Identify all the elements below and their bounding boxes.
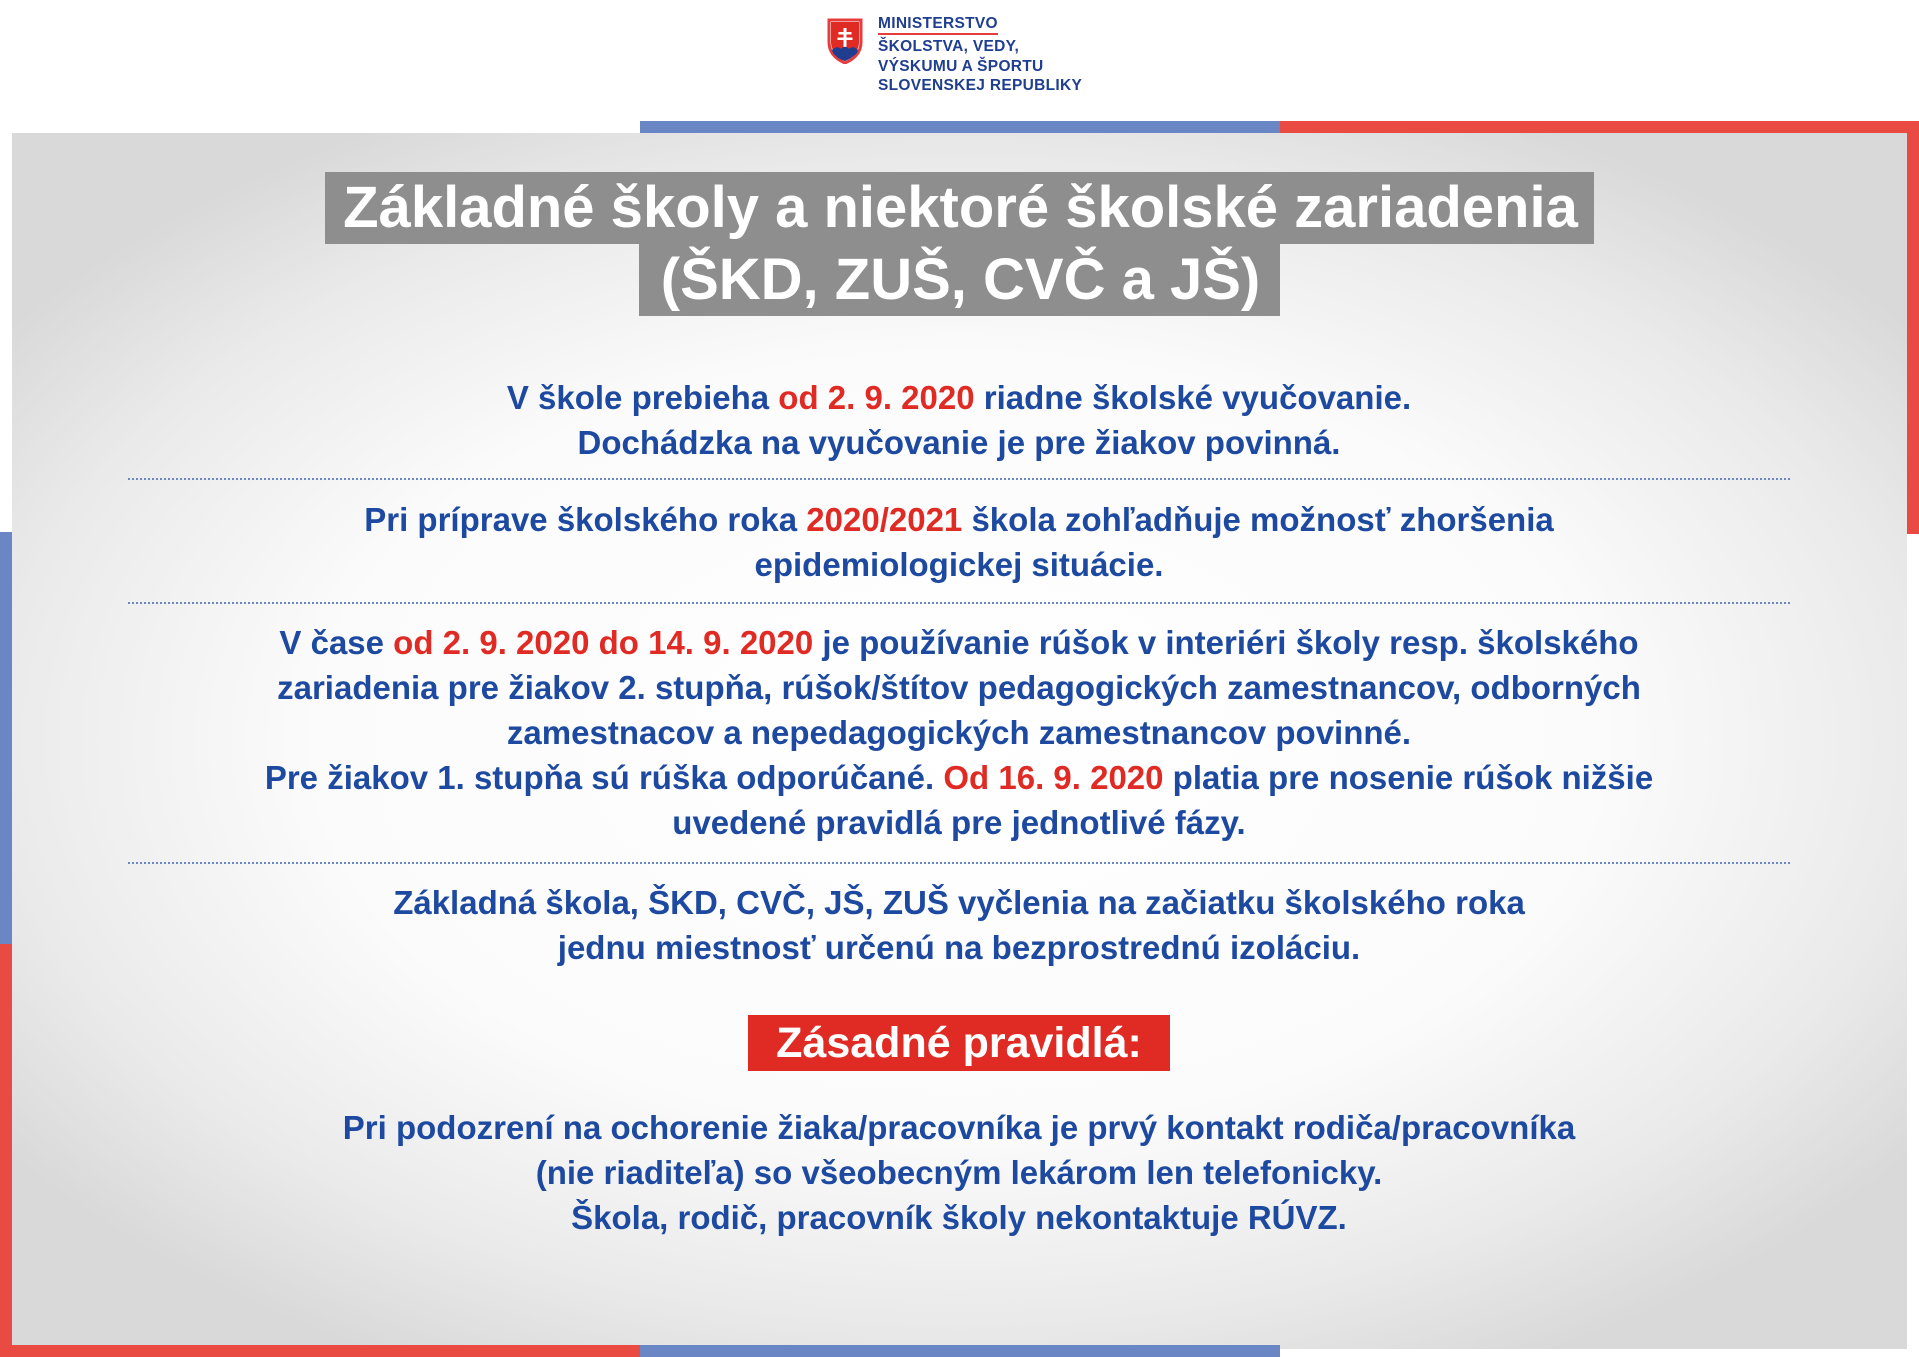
ministry-logo	[826, 14, 1082, 96]
highlight-date-range: od 2. 9. 2020 do 14. 9. 2020	[393, 624, 814, 661]
section-school-year-line2: epidemiologickej situácie.	[754, 546, 1164, 583]
section-school-start	[128, 375, 1790, 465]
section-school-start-line2: Dochádzka na vyučovanie je pre žiakov povinná.	[577, 424, 1341, 461]
highlight-date: od 2. 9. 2020	[778, 379, 975, 416]
rules-heading: Zásadné pravidlá:	[748, 1015, 1170, 1071]
title-line-2: (ŠKD, ZUŠ, CVČ a JŠ)	[639, 244, 1280, 316]
dotted-divider	[128, 862, 1790, 864]
text: riadne školské vyučovanie.	[974, 379, 1412, 416]
frame-bar-left-red	[0, 944, 12, 1349]
text: škola zohľadňuje možnosť zhoršenia	[962, 501, 1554, 538]
frame-bar-left-blue	[0, 532, 12, 944]
dotted-divider	[128, 478, 1790, 480]
text: platia pre nosenie rúšok nižšie	[1163, 759, 1654, 796]
ministry-name	[878, 14, 1082, 96]
slovak-coat-of-arms-icon	[826, 18, 864, 64]
section-rules-line3: Škola, rodič, pracovník školy nekontaktuje RÚVZ.	[571, 1199, 1347, 1236]
section-school-year	[128, 497, 1790, 587]
frame-bar-bottom-red	[0, 1345, 640, 1357]
frame-bar-bottom-blue	[640, 1345, 1280, 1357]
section-isolation-line2: jednu miestnosť určenú na bezprostrednú izoláciu.	[557, 929, 1361, 966]
section-masks	[128, 620, 1790, 845]
section-rules-line2: (nie riaditeľa) so všeobecným lekárom len telefonicky.	[535, 1154, 1383, 1191]
page-title	[0, 172, 1919, 316]
text: V čase	[279, 624, 394, 661]
section-masks-line4	[128, 755, 1790, 800]
section-masks-line2: zariadenia pre žiakov 2. stupňa, rúšok/štítov pedagogických zamestnancov, odborných	[277, 669, 1641, 706]
ministry-name-line1: MINISTERSTVO	[878, 15, 998, 35]
highlight-year: 2020/2021	[806, 501, 963, 538]
frame-bar-top-blue	[640, 121, 1280, 133]
text: Pri príprave školského roka	[364, 501, 807, 538]
section-isolation-line1: Základná škola, ŠKD, CVČ, JŠ, ZUŠ vyčlenia na začiatku školského roka	[393, 884, 1525, 921]
section-isolation	[128, 880, 1790, 970]
frame-bar-top-red	[1280, 121, 1919, 133]
text: V škole prebieha	[506, 379, 779, 416]
dotted-divider	[128, 602, 1790, 604]
section-masks-line3: zamestnacov a nepedagogických zamestnancov povinné.	[506, 714, 1412, 751]
text: je používanie rúšok v interiéri školy resp. školského	[813, 624, 1639, 661]
ministry-name-line3: VÝSKUMU A ŠPORTU	[878, 57, 1044, 75]
highlight-date: Od 16. 9. 2020	[943, 759, 1164, 796]
section-rules-line1: Pri podozrení na ochorenie žiaka/pracovníka je prvý kontakt rodiča/pracovníka	[342, 1109, 1576, 1146]
section-masks-line5: uvedené pravidlá pre jednotlivé fázy.	[672, 804, 1246, 841]
ministry-name-line4: SLOVENSKEJ REPUBLIKY	[878, 77, 1083, 94]
section-school-start-line1	[128, 375, 1790, 420]
text: Pre žiakov 1. stupňa sú rúška odporúčané.	[264, 759, 944, 796]
section-masks-line1	[128, 620, 1790, 665]
section-school-year-line1	[128, 497, 1790, 542]
title-line-1: Základné školy a niektoré školské zariadenia	[325, 172, 1594, 244]
section-rules	[128, 1105, 1790, 1240]
ministry-name-line2: ŠKOLSTVA, VEDY,	[878, 38, 1020, 55]
